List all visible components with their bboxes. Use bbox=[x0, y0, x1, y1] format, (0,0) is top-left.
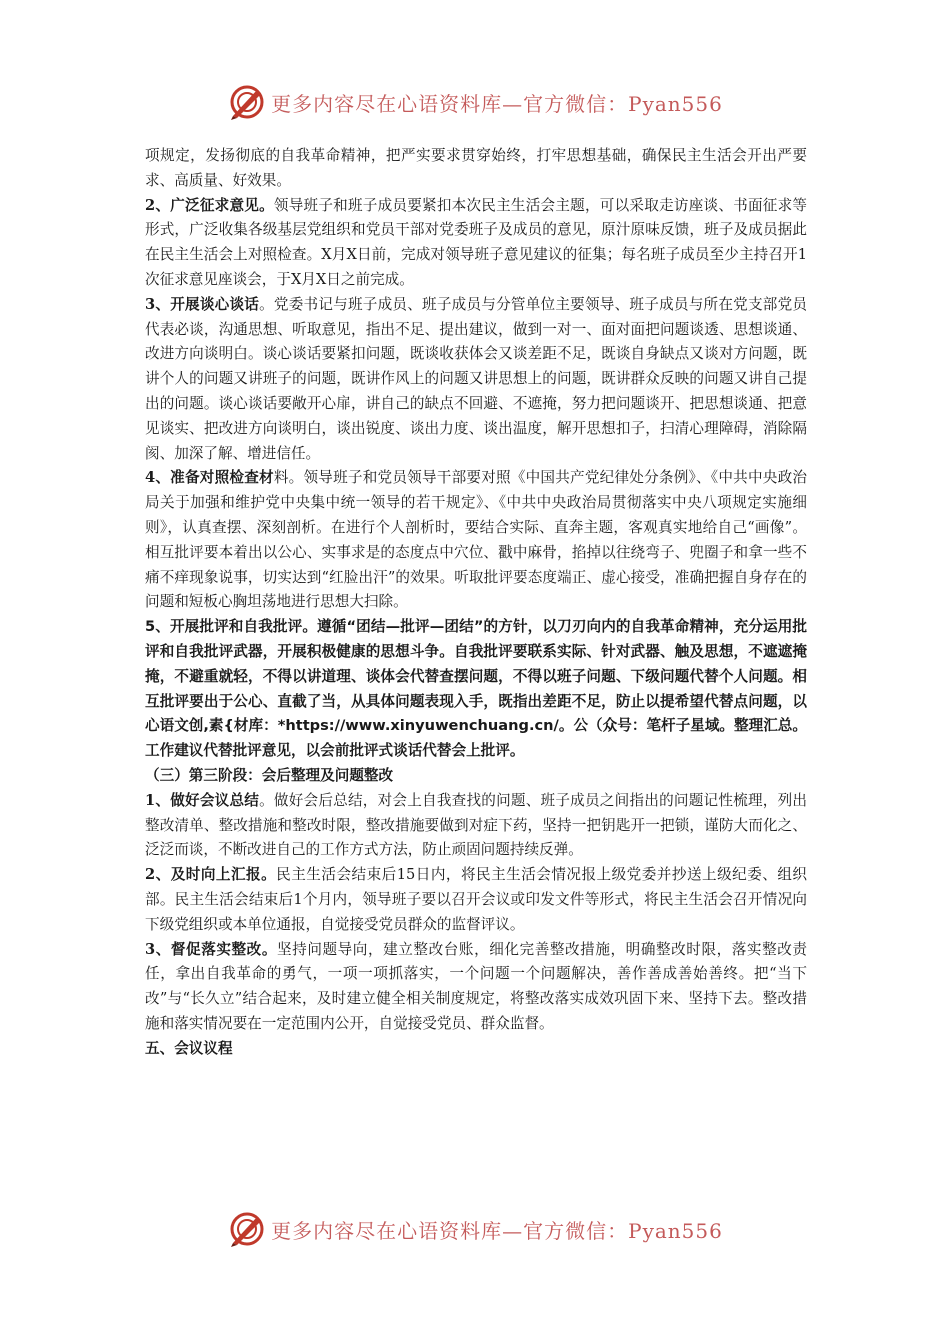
paragraph-item-report bbox=[145, 863, 807, 937]
item-heading: 4、准备对照检查材 bbox=[145, 469, 274, 487]
paragraph-item-5 bbox=[145, 615, 807, 764]
pen-logo-icon bbox=[227, 1209, 267, 1249]
section-heading-agenda bbox=[145, 1037, 807, 1062]
heading-text: （三）第三阶段：会后整理及问题整改 bbox=[145, 766, 394, 784]
item-body: 。党委书记与班子成员、班子成员与分管单位主要领导、班子成员与所在党支部党员代表必谈，沟通思想、听取意见，指出不足、提出建议，做到一对一、面对面把问题谈透、思想谈通、改进方向谈明白。谈心谈话要紧扣问题，既谈收获体会又谈差距不足，既谈自身缺点又谈对方问题，既讲个人的问题又讲班子的问题，既讲作风上的问题又讲思想上的问题，既讲群众反映的问题又讲自己提出的问题。谈心谈话要敞开心扉，讲自己的缺点不回避、不遮掩，努力把问题谈开、把思想谈通、把意见谈实、把改进方向谈明白，谈出锐度、谈出力度、谈出温度，解开思想扣子，扫清心理障碍，消除隔阂、加深了解、增进信任。 bbox=[145, 295, 807, 462]
item-body: 。做好会后总结，对会上自我查找的问题、班子成员之间指出的问题记性梳理，列出整改清单、整改措施和整改时限，整改措施要做到对症下药，坚持一把钥匙开一把锁，谨防大而化之、泛泛而谈，不断改进自己的工作方式方法，防止顽固问题持续反弹。 bbox=[145, 791, 807, 859]
paragraph-item-3 bbox=[145, 293, 807, 467]
header-watermark bbox=[0, 80, 950, 124]
paragraph-item-4 bbox=[145, 466, 807, 615]
item-body: 领导班子和班子成员要紧扣本次民主生活会主题，可以采取走访座谈、书面征求等形式，广泛收集各级基层党组织和党员干部对党委班子及成员的意见，原汁原味反馈，班子及成员据此在民主生活会上对照检查。X月X日前，完成对领导班子意见建议的征集；每名班子成员至少主持召开1次征求意见座谈会，于X月X日之前完成。 bbox=[145, 196, 807, 288]
item-heading: 2、广泛征求意见。 bbox=[145, 196, 274, 214]
pen-logo-icon bbox=[227, 82, 267, 122]
footer-watermark bbox=[0, 1207, 950, 1251]
document-body bbox=[145, 144, 807, 1061]
item-heading: 2、及时向上汇报。 bbox=[145, 866, 277, 884]
watermark-text: 更多内容尽在心语资料库—官方微信：Pyan556 bbox=[271, 1218, 723, 1243]
paragraph-text: 项规定，发扬彻底的自我革命精神，把严实要求贯穿始终，打牢思想基础，确保民主生活会开出严要求、高质量、好效果。 bbox=[145, 147, 807, 189]
heading-text: 五、会议议程 bbox=[145, 1039, 233, 1057]
paragraph-item-2 bbox=[145, 194, 807, 293]
paragraph-item-rectify bbox=[145, 938, 807, 1037]
section-heading-stage-3 bbox=[145, 764, 807, 789]
paragraph-item-summary bbox=[145, 789, 807, 863]
item-body: 5、开展批评和自我批评。遵循“团结—批评—团结”的方针，以刀刃向内的自我革命精神，充分运用批评和自我批评武器，开展积极健康的思想斗争。自我批评要联系实际、针对武器、触及思想，不遮遮掩掩，不避重就轻，不得以讲道理、谈体会代替查摆问题，不得以班子问题、下级问题代替个人问题。相互批评要出于公心、直截了当，从具体问题表现入手，既指出差距不足，防止以提希望代替点问题，以心语文创,素{材库：*https://www.xinyuwenchuang.cn/。公（众号：笔杆子星域。整理汇总。工作建议代替批评意见，以会前批评式谈话代替会上批评。 bbox=[145, 618, 807, 760]
watermark-text: 更多内容尽在心语资料库—官方微信：Pyan556 bbox=[271, 91, 723, 116]
item-heading: 3、督促落实整改。 bbox=[145, 940, 277, 958]
paragraph bbox=[145, 144, 807, 194]
item-heading: 3、开展谈心谈话 bbox=[145, 295, 260, 313]
item-body: 坚持问题导向，建立整改台账，细化完善整改措施，明确整改时限，落实整改责任，拿出自我革命的勇气，一项一项抓落实，一个问题一个问题解决，善作善成善始善终。把“当下改”与“长久立”结合起来，及时建立健全相关制度规定，将整改落实成效巩固下来、坚持下去。整改措施和落实情况要在一定范围内公开，自觉接受党员、群众监督。 bbox=[145, 940, 807, 1032]
item-heading: 1、做好会议总结 bbox=[145, 791, 260, 809]
item-body: 民主生活会结束后15日内，将民主生活会情况报上级党委并抄送上级纪委、组织部。民主生活会结束后1个月内，领导班子要以召开会议或印发文件等形式，将民主生活会召开情况向下级党组织或本单位通报，自觉接受党员群众的监督评议。 bbox=[145, 866, 808, 933]
item-body: 料。领导班子和党员领导干部要对照《中国共产党纪律处分条例》、《中共中央政治局关于加强和维护党中央集中统一领导的若干规定》、《中共中央政治局贯彻落实中央八项规定实施细则》，认真查摆、深刻剖析。在进行个人剖析时，要结合实际、直奔主题，客观真实地给自己“画像”。相互批评要本着出以公心、实事求是的态度点中穴位、戳中麻骨，掐掉以往绕弯子、兜圈子和拿一些不痛不痒现象说事，切实达到“红脸出汗”的效果。听取批评要态度端正、虚心接受，准确把握自身存在的问题和短板心胸坦荡地进行思想大扫除。 bbox=[145, 469, 808, 611]
